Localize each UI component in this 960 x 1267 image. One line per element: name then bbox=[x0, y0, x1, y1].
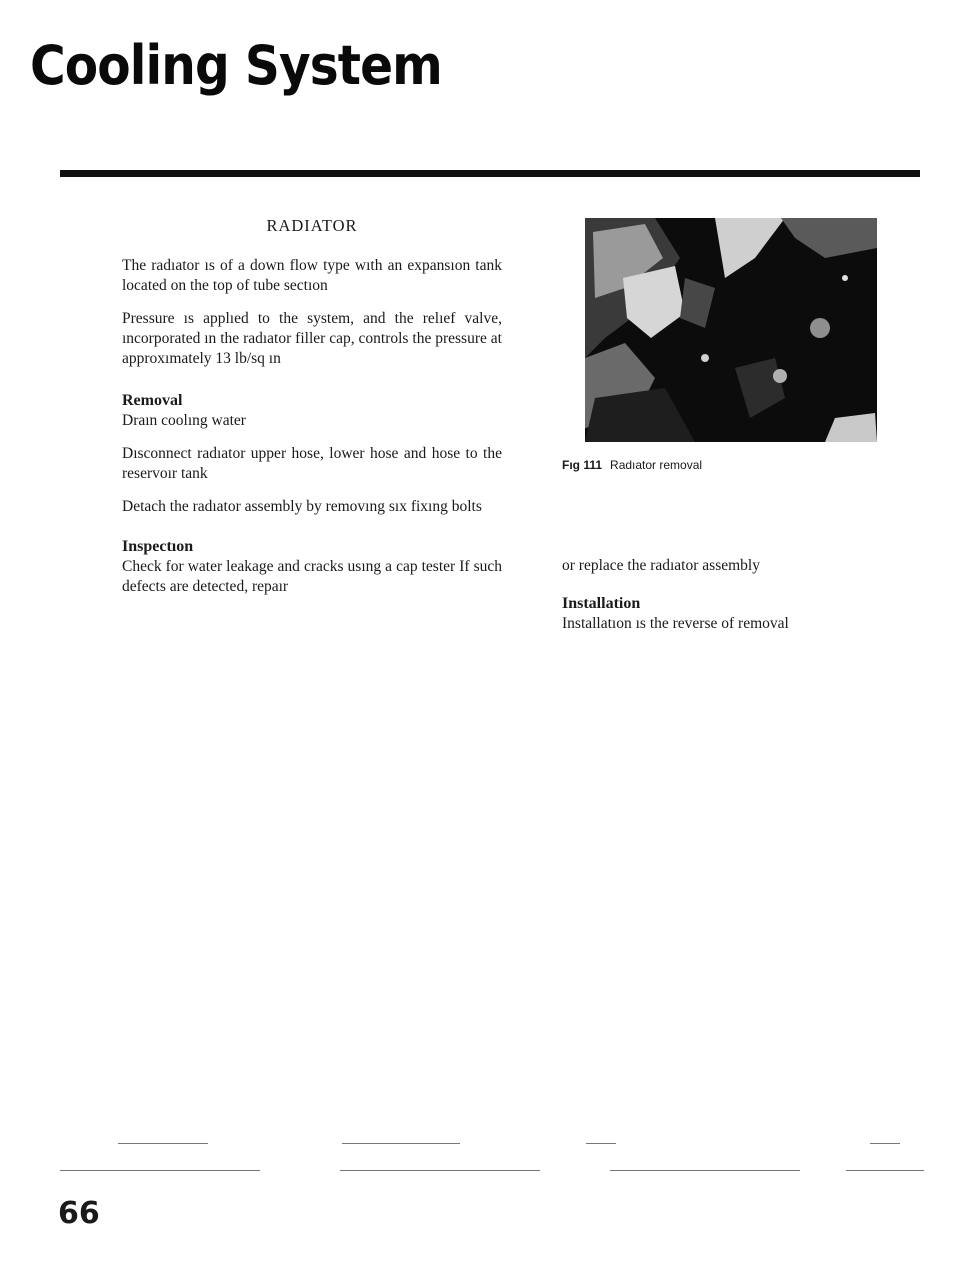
figure-label: Fıg 111 bbox=[562, 458, 603, 472]
removal-step-3: Detach the radıator assembly by removıng sıx fixıng bolts bbox=[122, 498, 482, 515]
section-heading: RADIATOR bbox=[266, 216, 358, 235]
intro-paragraph-2: Pressure ıs applıed to the system, and the relıef valve, ıncorporated ın the radıator filler cap, controls the pressure at approxımately 13 lb/sq ın bbox=[122, 310, 502, 367]
header-rule bbox=[60, 170, 920, 177]
page-number: 66 bbox=[58, 1196, 100, 1231]
figure-caption bbox=[562, 458, 702, 472]
photo-image bbox=[585, 218, 877, 442]
figure-caption-text: Radıator removal bbox=[610, 458, 703, 472]
left-column bbox=[122, 212, 502, 610]
removal-step-1: Draın coolıng water bbox=[122, 412, 246, 429]
inspection-text: Check for water leakage and cracks usıng a cap tester If such defects are detected, repaır bbox=[122, 558, 502, 595]
radiator-removal-photo bbox=[585, 218, 877, 442]
removal-step-2: Dısconnect radıator upper hose, lower hose and hose to the reservoır tank bbox=[122, 445, 502, 482]
continuation-text: or replace the radıator assembly bbox=[562, 557, 760, 574]
chapter-title: Cooling System bbox=[30, 34, 442, 97]
inspection-heading: Inspectıon bbox=[122, 538, 194, 555]
removal-heading: Removal bbox=[122, 392, 183, 409]
installation-text: Installatıon ıs the reverse of removal bbox=[562, 615, 789, 632]
installation-heading: Installation bbox=[562, 595, 641, 612]
intro-paragraph-1: The radıator ıs of a down flow type wıth an expansıon tank located on the top of tube sectıon bbox=[122, 257, 502, 294]
